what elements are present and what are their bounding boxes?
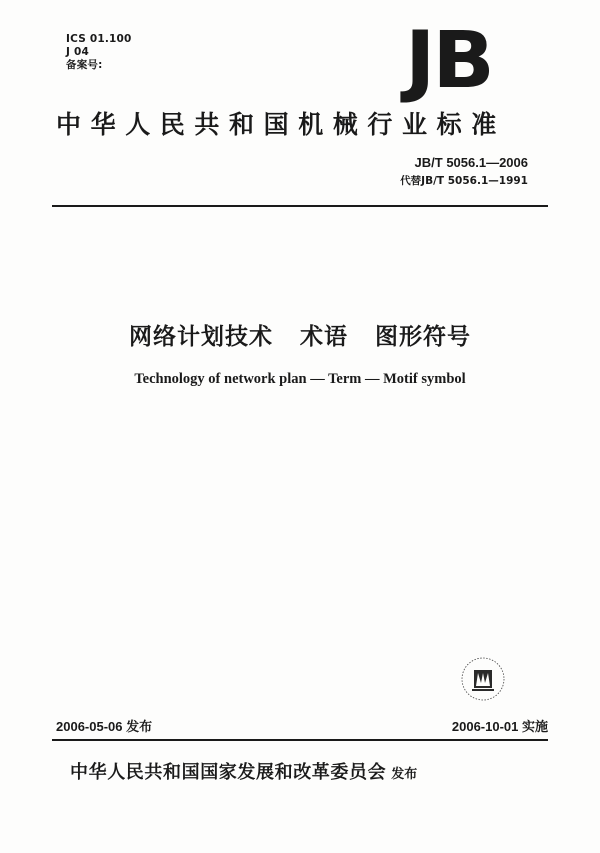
implementation-date: 2006-10-01 实施 <box>451 719 548 734</box>
issuing-authority <box>70 758 417 784</box>
record-number-label: 备案号: <box>66 59 103 71</box>
publisher-emblem-icon <box>460 656 506 702</box>
header-divider <box>52 205 548 207</box>
issuing-authority-suffix: 发布 <box>391 767 418 782</box>
document-title-cn: 网络计划技术 术语 图形符号 <box>128 324 472 350</box>
ics-code: ICS 01.100 <box>66 33 132 45</box>
issue-date: 2006-05-06 发布 <box>56 719 153 734</box>
standard-number: JB/T 5056.1—2006 <box>414 155 528 170</box>
industry-standard-title: 中华人民共和国机械行业标准 <box>56 110 506 139</box>
footer-divider <box>52 739 548 741</box>
jb-logo: JB <box>405 16 492 106</box>
document-title-en: Technology of network plan — Term — Motif symbol <box>134 371 466 387</box>
classification-code: J 04 <box>66 46 89 58</box>
issuing-authority-name: 中华人民共和国国家发展和改革委员会 <box>70 762 387 783</box>
replaces-standard: 代替JB/T 5056.1—1991 <box>400 175 528 187</box>
